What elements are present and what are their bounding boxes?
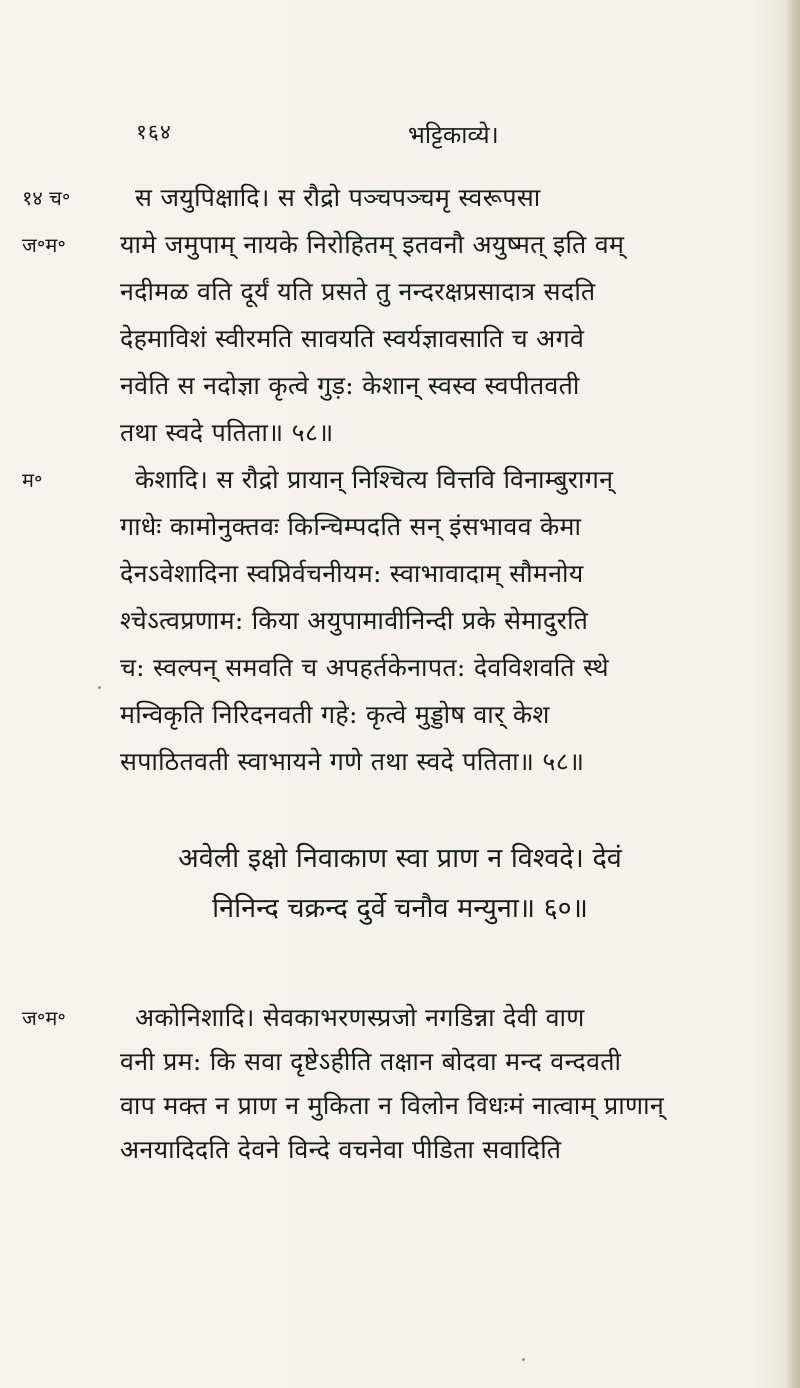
text-line: केशादि। स रौद्रो प्रायान् निश्चित्य वित्तवि विनाम्बुरागन् [135,465,614,494]
text-line: सपाठितवती स्वाभायने गणे तथा स्वदे पतिता॥ ५८॥ [120,747,585,776]
text-line: च: स्वल्पन् समवति च अपहर्तकेनापत: देवविशवति स्थे [120,653,609,682]
text-line: अकोनिशादि। सेवकाभरणस्प्रजो नगडिन्ना देवी वाण [135,1003,585,1032]
text-line: स जयुपिक्षादि। स रौद्रो पञ्चपञ्चमृ स्वरूपसा [135,183,541,212]
text-line: वनी प्रम: कि सवा दृष्टेऽहीति तक्षान बोदवा मन्द वन्दवती [120,1047,622,1076]
text-line: अनयादिदति देवने विन्दे वचनेवा पीडिता सवादिति [120,1135,562,1164]
block-marker: १४ च॰ [22,186,71,210]
verse-line: निनिन्द चक्रन्द दुर्वे चनौव मन्युना॥ ६०॥ [212,893,588,924]
text-line: नवेति स नदोज्ञा कृत्वे गुड़: केशान् स्वस्व स्वपीतवती [120,371,580,400]
paper-speck [98,686,101,689]
verse-line: अवेली इक्षो निवाकाण स्वा प्राण न विश्वदे। देवं [178,843,622,874]
text-line: नदीमळ वति दूर्यं यति प्रसते तु नन्दरक्षप्रसादात्र सदति [120,277,596,306]
block-marker: म॰ [22,468,43,492]
block-marker: ज॰म॰ [22,233,66,257]
block-marker: ज॰म॰ [22,1006,66,1030]
text-line: तथा स्वदे पतिता॥ ५८॥ [120,418,334,447]
text-line: यामे जमुपाम् नायके निरोहितम् इतवनौ अयुष्मत् इति वम् [120,230,625,259]
text-line: देहमाविशं स्वीरमति सावयति स्वर्यज्ञावसाति च अगवे [120,324,585,353]
text-line: मन्विकृति निरिदनवती गहे: कृत्वे मुड्डोष वार् केश [120,700,550,729]
running-title: भट्टिकाव्ये। [408,121,499,149]
text-line: देनऽवेशादिना स्वप्निर्वचनीयम: स्वाभावादाम् सौमनोय [120,559,584,588]
text-line: श्चेऽत्वप्रणाम: किया अयुपामावीनिन्दी प्रके सेमादुरति [120,606,589,635]
page-number: १६४ [136,120,172,144]
paper-speck [522,1358,525,1361]
text-line: गाधेः कामोनुक्तवः किन्चिम्पदति सन् इंसभावव केमा [120,512,582,541]
text-line: वाप मक्त न प्राण न मुकिता न विलोन विधःमं नात्वाम् प्राणान् [120,1091,665,1120]
page-header [0,118,800,148]
